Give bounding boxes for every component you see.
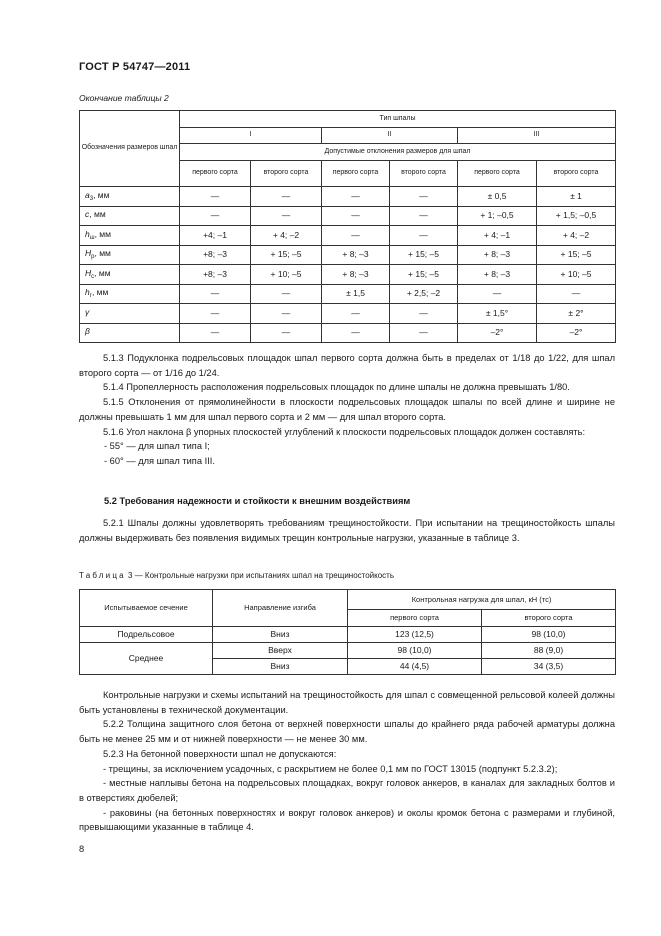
tolerance-cell: —: [390, 304, 458, 324]
type-3-header: III: [458, 128, 616, 144]
dimension-symbol: γ: [85, 306, 90, 317]
table-row: [80, 245, 616, 265]
angle-list-item: - 60° — для шпал типа III.: [104, 455, 215, 466]
load-first-cell: 123 (12,5): [348, 627, 482, 643]
tolerance-cell: —: [251, 284, 322, 304]
tolerance-cell: –2°: [458, 323, 537, 343]
angle-list-item: - 55° — для шпал типа I;: [104, 441, 210, 452]
tolerance-cell: —: [251, 187, 322, 207]
dimension-symbol: H: [85, 248, 92, 258]
tolerance-cell: —: [390, 323, 458, 343]
dimension-symbol: h: [85, 287, 90, 297]
tolerance-cell: + 4; –2: [537, 226, 616, 246]
paragraph-521-block: [79, 516, 615, 545]
dimension-label: [80, 284, 180, 304]
table-row: [80, 284, 616, 304]
dimension-label: [80, 323, 180, 343]
table-row: [80, 323, 616, 343]
table-row: [80, 304, 616, 324]
paragraph-522: 5.2.2 Толщина защитного слоя бетона от верхней поверхности шпалы до крайнего ряда рабочей арматуры должна быть не менее 25 мм и от нижней поверхности — не менее 30 мм.: [79, 719, 615, 745]
designation-header: Обозначения размеров шпал: [80, 111, 180, 187]
type-1-header: I: [180, 128, 322, 144]
table-row: [80, 226, 616, 246]
tolerance-cell: + 1; –0,5: [458, 206, 537, 226]
table3-caption-text: 3 — Контрольные нагрузки при испытаниях шпал на трещиностойкость: [128, 571, 395, 580]
deviations-header: Допустимые отклонения размеров для шпал: [180, 144, 616, 161]
grade-header: второго сорта: [537, 161, 616, 187]
defect-list-item: - трещины, за исключением усадочных, с раскрытием не более 0,1 мм по ГОСТ 13015 (подпункт 5.2.3.2);: [103, 763, 558, 774]
tolerance-cell: ± 0,5: [458, 187, 537, 207]
tolerance-cell: —: [180, 206, 251, 226]
tolerance-cell: + 10; –5: [251, 265, 322, 285]
dimension-unit: , мм: [91, 287, 109, 297]
tolerance-cell: —: [251, 323, 322, 343]
tolerance-cell: ± 1: [537, 187, 616, 207]
sleeper-type-header: Тип шпалы: [180, 111, 616, 128]
table-row: [80, 187, 616, 207]
dimension-unit: , мм: [89, 209, 106, 219]
tolerance-cell: + 15; –5: [390, 265, 458, 285]
tolerance-cell: + 2,5; –2: [390, 284, 458, 304]
defect-list-item: - местные наплывы бетона на подрельсовых площадках, вокруг головок анкеров, в каналах для закладных болтов и в отверстиях дюбелей;: [79, 778, 615, 803]
defect-list-item: - раковины (на бетонных поверхностях и вокруг головок анкеров) и околы кромок бетона с размерами и глубиной, превышающими указанные в таблице 4.: [79, 807, 615, 833]
section-title-5-2: 5.2 Требования надежности и стойкости к внешним воздействиям: [104, 496, 411, 506]
tolerance-cell: + 8; –3: [458, 265, 537, 285]
tolerance-cell: —: [390, 206, 458, 226]
grade-header: второго сорта: [251, 161, 322, 187]
tolerance-cell: —: [390, 226, 458, 246]
table3-caption: [79, 571, 394, 580]
tolerance-table: [79, 110, 616, 343]
tolerance-cell: ± 1,5°: [458, 304, 537, 324]
paragraph-513: 5.1.3 Подуклонка подрельсовых площадок шпал первого сорта должна быть в пределах от 1/18 до 1/22, для шпал второго сорта — от 1/16 до 1/24.: [79, 353, 615, 378]
tolerance-cell: —: [251, 206, 322, 226]
document-header: ГОСТ Р 54747—2011: [79, 61, 191, 73]
dimension-label: [80, 265, 180, 285]
tolerance-cell: + 4; –2: [251, 226, 322, 246]
dimension-unit: , мм: [94, 248, 111, 258]
control-loads-table: [79, 589, 616, 675]
grade-second-header: второго сорта: [482, 610, 616, 627]
page-number: 8: [79, 844, 85, 854]
tolerance-cell: —: [322, 323, 390, 343]
tolerance-cell: + 15; –5: [537, 245, 616, 265]
tolerance-cell: —: [251, 304, 322, 324]
tolerance-cell: —: [537, 284, 616, 304]
dimension-symbol: h: [85, 228, 90, 239]
tolerance-cell: + 15; –5: [390, 245, 458, 265]
tolerance-cell: –2°: [537, 323, 616, 343]
tolerance-cell: + 4; –1: [458, 226, 537, 246]
load-second-cell: 34 (3,5): [482, 659, 616, 675]
tolerance-cell: —: [458, 284, 537, 304]
tolerance-cell: + 15; –5: [251, 245, 322, 265]
tolerance-cell: —: [322, 187, 390, 207]
tolerance-cell: —: [322, 304, 390, 324]
tolerance-cell: + 8; –3: [322, 265, 390, 285]
dimension-subscript: р: [91, 254, 95, 260]
section-cell: Подрельсовое: [80, 627, 213, 643]
grade-header: первого сорта: [180, 161, 251, 187]
load-first-cell: 44 (4,5): [348, 659, 482, 675]
load-second-cell: 98 (10,0): [482, 627, 616, 643]
table2-caption: Окончание таблицы 2: [79, 93, 169, 103]
tolerance-cell: —: [180, 323, 251, 343]
dimension-subscript: с: [91, 273, 95, 280]
tolerance-cell: —: [180, 304, 251, 324]
grade-header: первого сорта: [322, 161, 390, 187]
dimension-label: [80, 245, 180, 265]
table-row: [80, 265, 616, 285]
dimension-unit: , мм: [94, 267, 111, 278]
grade-header: второго сорта: [390, 161, 458, 187]
dimension-unit: , мм: [94, 228, 111, 239]
tolerance-cell: —: [390, 187, 458, 207]
tolerance-cell: + 1,5; –0,5: [537, 206, 616, 226]
section-cell: Среднее: [80, 643, 213, 675]
dimension-unit: , мм: [93, 189, 110, 200]
load-second-cell: 88 (9,0): [482, 643, 616, 659]
tolerance-cell: ± 1,5: [322, 284, 390, 304]
table-row: [80, 206, 616, 226]
direction-cell: Вниз: [213, 627, 348, 643]
tolerance-cell: + 8; –3: [458, 245, 537, 265]
direction-cell: Вниз: [213, 659, 348, 675]
load-first-cell: 98 (10,0): [348, 643, 482, 659]
dimension-label: [80, 206, 180, 226]
load-header: Контрольная нагрузка для шпал, кН (тс): [348, 590, 616, 610]
dimension-label: [80, 187, 180, 207]
paragraph-521: 5.2.1 Шпалы должны удовлетворять требованиям трещиностойкости. При испытании на трещиностойкость шпалы должны выдерживать без появления видимых трещин контрольные нагрузки, указанные в таблице 3.: [79, 518, 615, 543]
paragraphs-522-523: [79, 688, 615, 835]
tolerance-cell: + 8; –3: [322, 245, 390, 265]
grade-first-header: первого сорта: [348, 610, 482, 627]
dimension-subscript: г: [89, 293, 92, 299]
dimension-label: [80, 304, 180, 324]
dimension-subscript: ш: [89, 234, 95, 241]
paragraph-control-loads: Контрольные нагрузки и схемы испытаний на трещиностойкость для шпал с совмещенной рельсовой колеей должны быть установлены в технической документации.: [79, 690, 615, 715]
tolerance-cell: ± 2°: [537, 304, 616, 324]
dimension-symbol: a: [85, 189, 90, 200]
tolerance-cell: +8; –3: [180, 245, 251, 265]
paragraph-514: 5.1.4 Пропеллерность расположения подрельсовых площадок по длине шпалы не должна превышать 1/80.: [103, 382, 570, 393]
paragraphs-513-516: [79, 351, 615, 469]
tolerance-cell: —: [180, 284, 251, 304]
section-header: Испытываемое сечение: [80, 590, 213, 627]
dimension-subscript: 3: [89, 195, 94, 202]
grade-header: первого сорта: [458, 161, 537, 187]
dimension-symbol: β: [85, 326, 90, 336]
tolerance-cell: —: [322, 226, 390, 246]
type-2-header: II: [322, 128, 458, 144]
dimension-label: [80, 226, 180, 246]
tolerance-cell: +8; –3: [180, 265, 251, 285]
paragraph-515: 5.1.5 Отклонения от прямолинейности в плоскости подрельсовых площадок шпалы по всей длине и ширине не должны превышать 1 мм для шпал первого сорта и 2 мм — для шпал второго сорта.: [79, 397, 615, 422]
direction-header: Направление изгиба: [213, 590, 348, 627]
paragraph-516: 5.1.6 Угол наклона β упорных плоскостей углублений к плоскости подрельсовых площадок должен составлять:: [103, 426, 586, 437]
table3-caption-label: Таблица: [79, 571, 126, 580]
paragraph-523: 5.2.3 На бетонной поверхности шпал не допускаются:: [103, 748, 337, 759]
tolerance-cell: —: [322, 206, 390, 226]
tolerance-cell: + 10; –5: [537, 265, 616, 285]
tolerance-cell: —: [180, 187, 251, 207]
dimension-symbol: c: [85, 209, 90, 219]
tolerance-cell: +4; –1: [180, 226, 251, 246]
dimension-symbol: H: [85, 267, 92, 278]
direction-cell: Вверх: [213, 643, 348, 659]
